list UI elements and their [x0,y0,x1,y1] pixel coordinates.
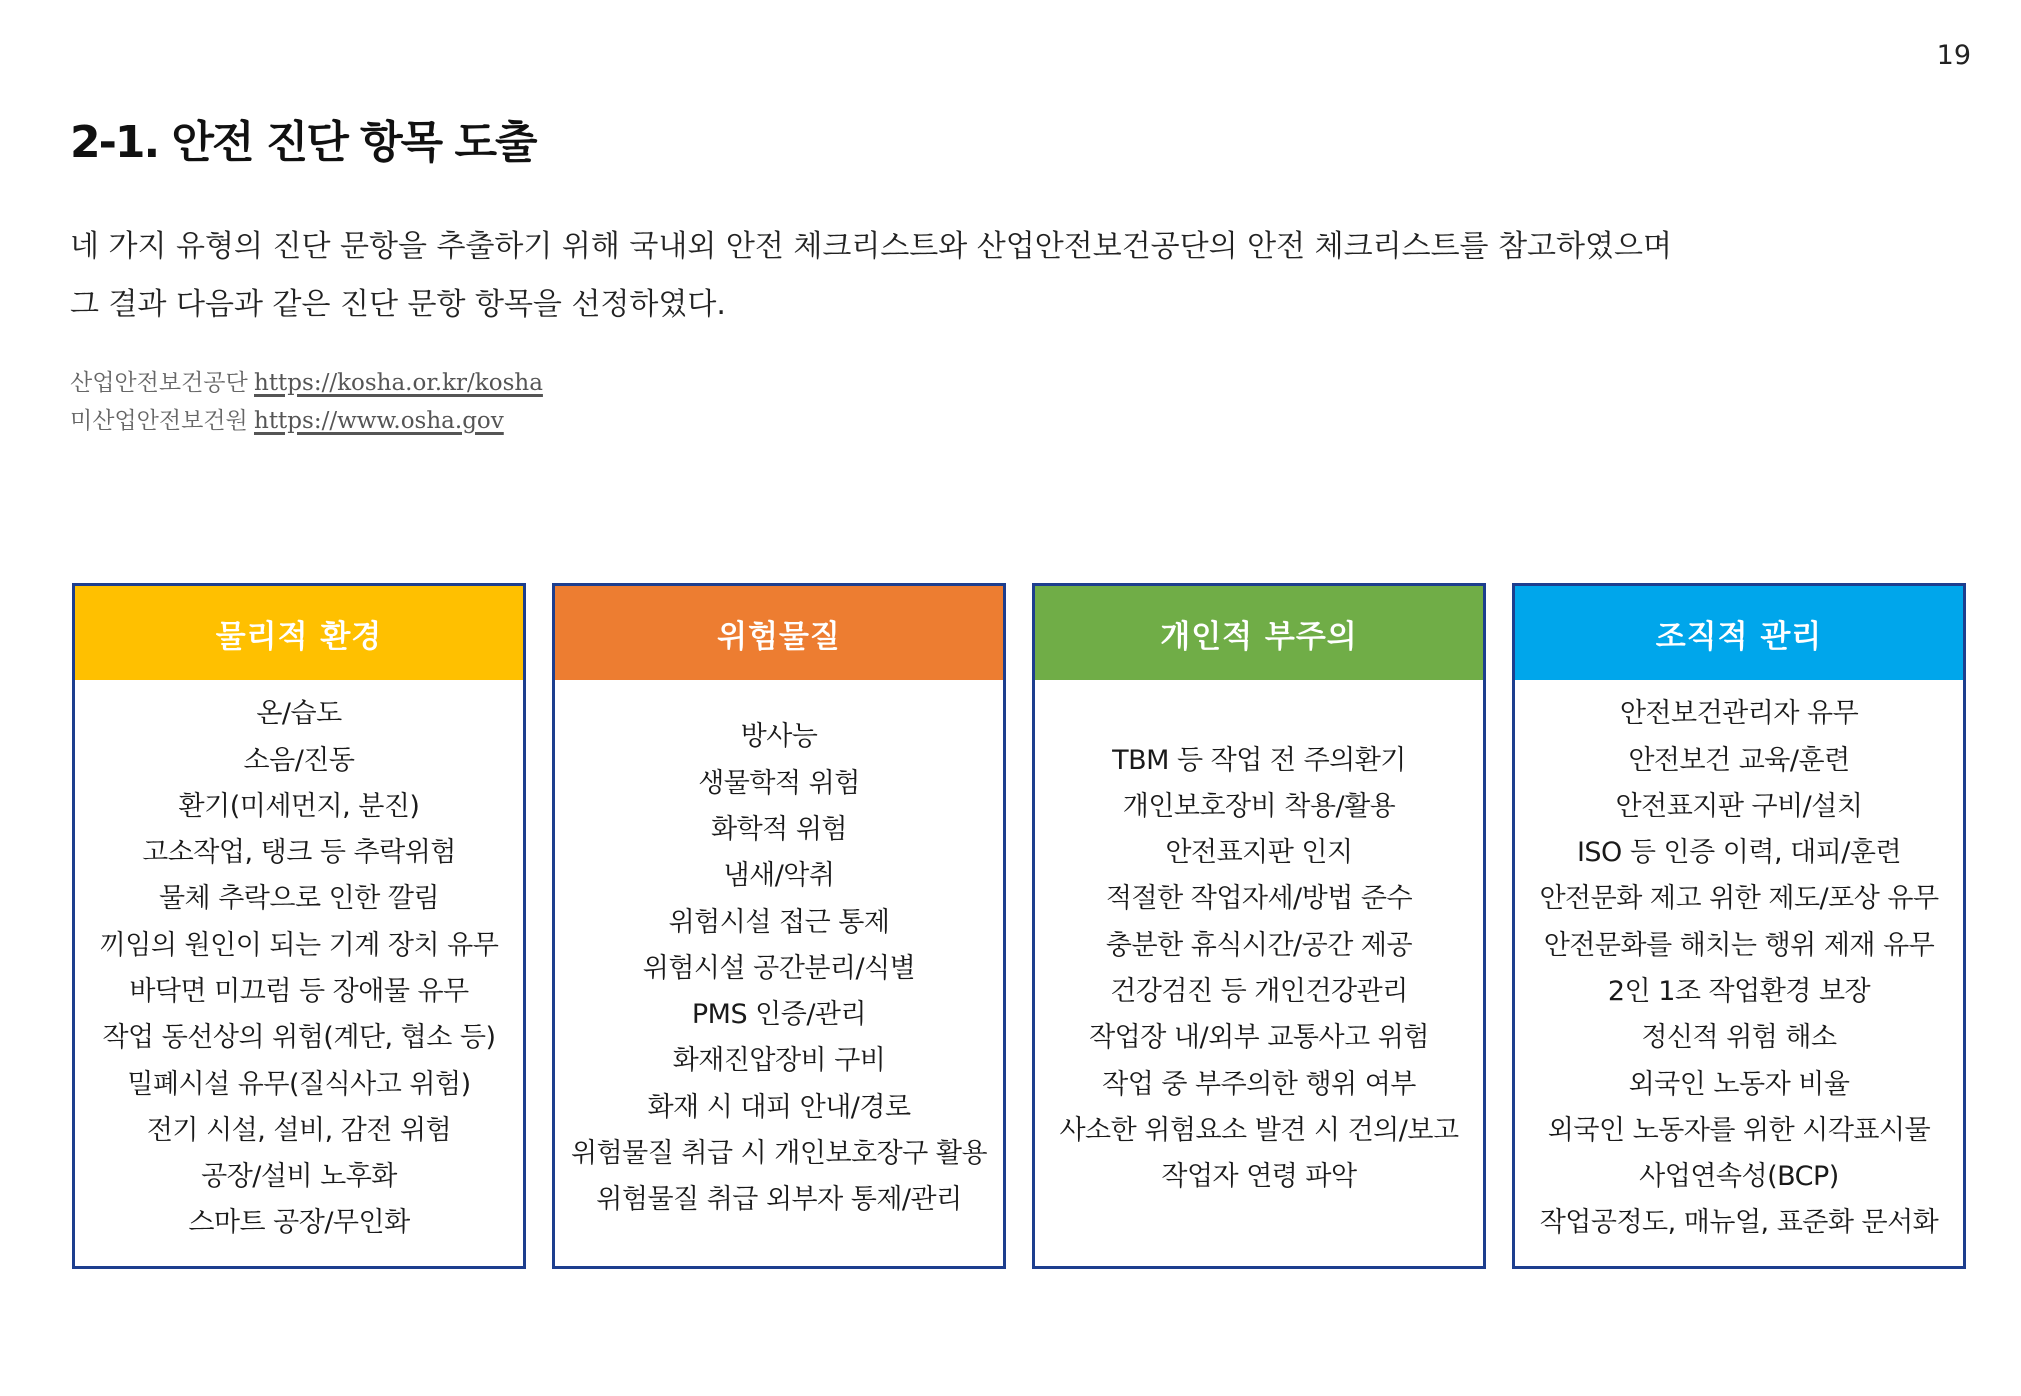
reference-link-osha[interactable]: https://www.osha.gov [254,408,504,434]
card-item: 위험물질 취급 외부자 통제/관리 [596,1184,962,1216]
card-item: 밀폐시설 유무(질식사고 위험) [127,1068,471,1100]
card-body [1035,680,1483,1266]
reference-label: 산업안전보건공단 [70,370,248,396]
card-body [555,680,1003,1266]
card-item: 건강검진 등 개인건강관리 [1110,976,1408,1007]
intro-paragraph [70,218,1672,334]
card-item: 위험시설 접근 통제 [668,906,890,938]
card-item: 작업자 연령 파악 [1161,1161,1357,1193]
card-item-list [100,691,499,1247]
card-header: 조직적 관리 [1515,586,1963,680]
card-item: 사소한 위험요소 발견 시 건의/보고 [1059,1114,1459,1146]
category-cards [72,583,1966,1269]
card-item: 소음/진동 [243,744,355,776]
card-item: 외국인 노동자 비율 [1628,1068,1850,1100]
section-title: 2-1. 안전 진단 항목 도출 [70,117,536,168]
card-body [75,680,523,1266]
card-item: 2인 1조 작업환경 보장 [1607,976,1871,1007]
reference-item [70,402,543,440]
card-item: 환기(미세먼지, 분진) [178,790,420,822]
card-header: 개인적 부주의 [1035,586,1483,680]
card-item: 스마트 공장/무인화 [188,1207,410,1239]
card-item: 전기 시설, 설비, 감전 위험 [146,1114,452,1146]
intro-line: 그 결과 다음과 같은 진단 문항 항목을 선정하였다. [70,287,726,322]
card-item: 안전보건관리자 유무 [1619,698,1859,730]
card-item: PMS 인증/관리 [691,999,867,1031]
card-item: 안전표지판 인지 [1165,837,1353,869]
card-header: 물리적 환경 [75,586,523,680]
card-item: 작업공정도, 매뉴얼, 표준화 문서화 [1539,1207,1939,1239]
card-item: 고소작업, 탱크 등 추락위험 [142,837,456,869]
intro-line: 네 가지 유형의 진단 문항을 추출하기 위해 국내외 안전 체크리스트와 산업안전보건공단의 안전 체크리스트를 참고하였으며 [70,229,1672,264]
card-item: 충분한 휴식시간/공간 제공 [1105,929,1413,961]
card-item: 물체 추락으로 인한 깔림 [158,883,440,915]
card-item: 끼임의 원인이 되는 기계 장치 유무 [99,929,499,961]
card-item: 방사능 [740,721,818,753]
card-header: 위험물질 [555,586,1003,680]
card-item: 작업 동선상의 위험(계단, 협소 등) [102,1022,496,1054]
card-physical-environment [72,583,526,1269]
card-organizational-management [1512,583,1966,1269]
card-item: 안전표지판 구비/설치 [1615,790,1863,822]
card-item: TBM 등 작업 전 주의환기 [1112,744,1406,776]
card-hazardous-materials [552,583,1006,1269]
card-item: 작업 중 부주의한 행위 여부 [1102,1068,1416,1100]
card-item: 화재진압장비 구비 [672,1045,886,1077]
reference-item [70,364,543,402]
reference-label: 미산업안전보건원 [70,408,248,434]
card-item: 안전문화 제고 위한 제도/포상 유무 [1539,883,1939,915]
card-item: 사업연속성(BCP) [1639,1161,1839,1193]
card-item: 정신적 위험 해소 [1641,1022,1837,1054]
card-body [1515,680,1963,1266]
card-item: 화재 시 대피 안내/경로 [647,1091,911,1123]
card-item: 바닥면 미끄럼 등 장애물 유무 [129,976,469,1007]
reference-link-kosha[interactable]: https://kosha.or.kr/kosha [254,370,543,396]
card-item-list [1539,691,1938,1247]
card-item: 화학적 위험 [711,813,847,845]
card-item: 위험시설 공간분리/식별 [642,952,916,984]
card-item: 위험물질 취급 시 개인보호장구 활용 [570,1138,988,1170]
card-item: 외국인 노동자를 위한 시각표시물 [1547,1114,1931,1146]
card-item: 공장/설비 노후화 [201,1161,397,1193]
card-item: 온/습도 [256,698,342,730]
card-item-list [571,714,987,1223]
card-item-list [1059,738,1458,1201]
card-item: ISO 등 인증 이력, 대피/훈련 [1576,837,1902,869]
card-item: 안전보건 교육/훈련 [1628,744,1850,776]
page-number: 19 [1936,40,1971,71]
card-item: 생물학적 위험 [698,767,860,799]
card-item: 개인보호장비 착용/활용 [1122,790,1396,822]
card-item: 작업장 내/외부 교통사고 위험 [1089,1022,1429,1054]
card-item: 냄새/악취 [723,860,835,892]
card-personal-carelessness [1032,583,1486,1269]
reference-list [70,364,543,440]
card-item: 적절한 작업자세/방법 준수 [1105,883,1413,915]
card-item: 안전문화를 해치는 행위 제재 유무 [1543,929,1935,961]
